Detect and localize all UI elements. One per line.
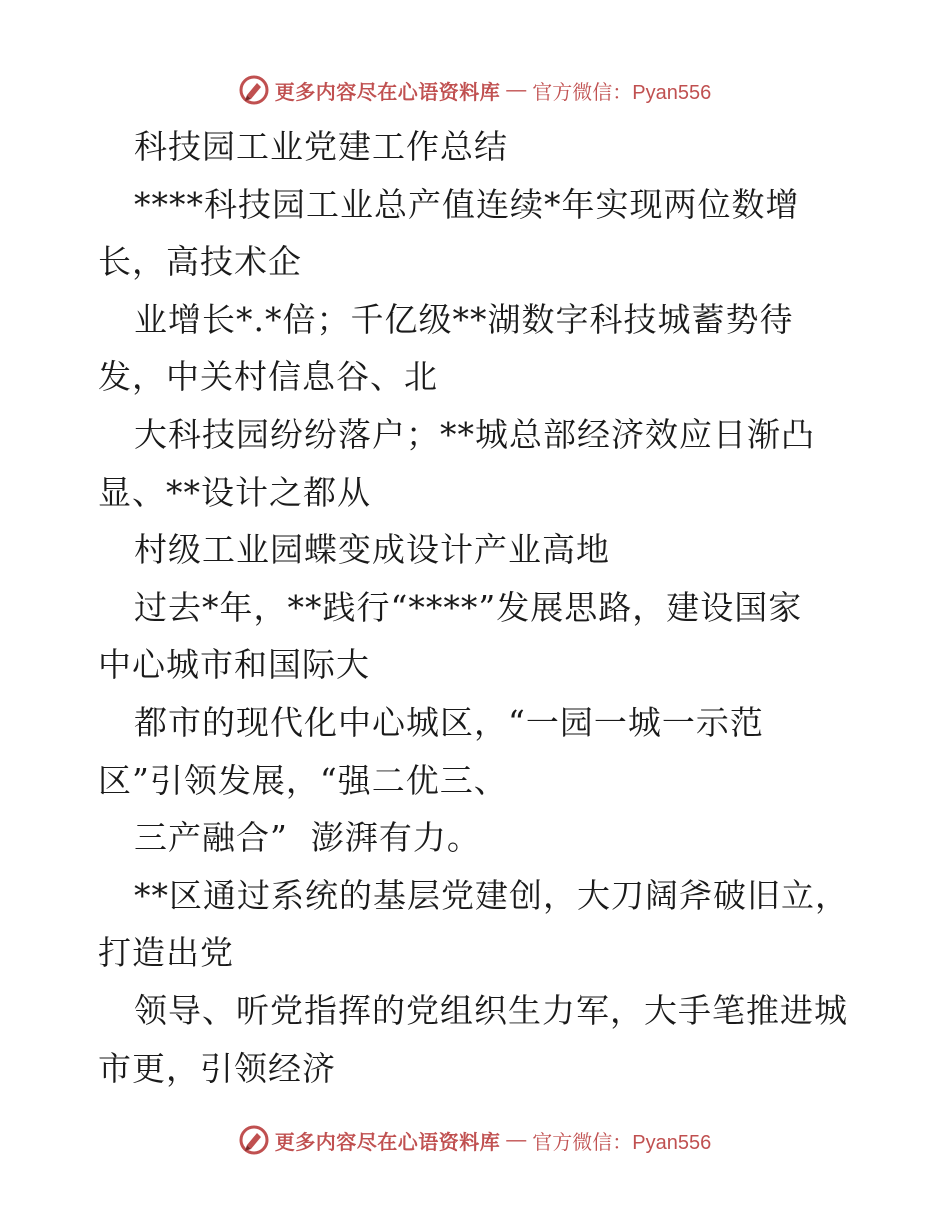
banner-separator: — [506, 78, 527, 101]
paragraph-line: 村级工业园蝶变成设计产业高地 [134, 530, 610, 570]
paragraph-line: 过去*年，**践行“****”发展思路，建设国家 [134, 587, 803, 627]
paragraph-line: 都市的现代化中心城区，“一园一城一示范 [134, 702, 764, 742]
paragraph-line: 三产融合” 澎湃有力。 [134, 818, 481, 858]
paragraph-line: 发，中关村信息谷、北 [98, 357, 438, 397]
banner-contact: 官方微信：Pyan556 [532, 1131, 712, 1154]
footer-watermark-banner [0, 1118, 950, 1162]
banner-separator: — [506, 1128, 527, 1151]
banner-contact: 官方微信：Pyan556 [532, 81, 712, 104]
paragraph-line: **区通过系统的基层党建创，大刀阔斧破旧立， [134, 875, 849, 915]
paragraph-line: 显、**设计之都从 [98, 472, 371, 512]
brand-logo-icon [239, 75, 269, 105]
paragraph-line: 打造出党 [98, 933, 234, 973]
paragraph-line: 领导、听党指挥的党组织生力军，大手笔推进城 [134, 990, 848, 1030]
document-title: 科技园工业党建工作总结 [134, 127, 508, 166]
banner-text: 更多内容尽在心语资料库 [274, 81, 501, 104]
paragraph-line: 业增长*.*倍；千亿级**湖数字科技城蓄势待 [134, 299, 794, 339]
paragraph-line: 市更，引领经济 [98, 1048, 336, 1088]
brand-logo-icon [239, 1125, 269, 1155]
document-body [98, 118, 878, 1097]
header-watermark-banner [0, 68, 950, 112]
banner-text: 更多内容尽在心语资料库 [274, 1131, 501, 1154]
paragraph-line: ****科技园工业总产值连续*年实现两位数增 [134, 184, 800, 224]
paragraph-line: 长，高技术企 [98, 242, 302, 282]
paragraph-line: 大科技园纷纷落户；**城总部经济效应日渐凸 [134, 414, 815, 454]
paragraph-line: 中心城市和国际大 [98, 645, 370, 685]
paragraph-line: 区”引领发展，“强二优三、 [98, 760, 508, 800]
